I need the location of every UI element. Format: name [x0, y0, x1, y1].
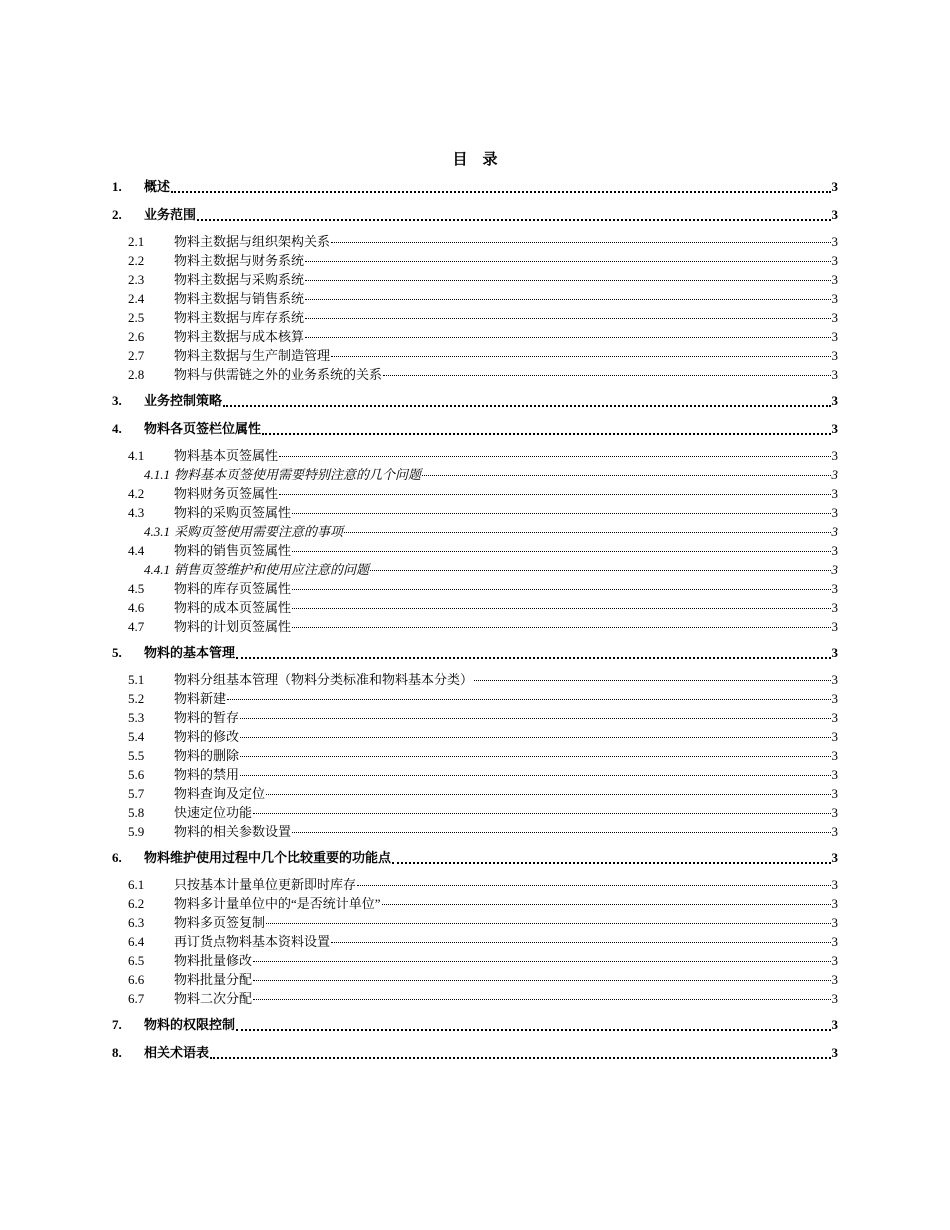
toc-entry-number: 5.8 — [128, 805, 145, 820]
toc-entry-title: 物料的采购页签属性 — [174, 505, 292, 520]
toc-entry-number: 5. — [112, 645, 122, 660]
toc-entry-number: 4.6 — [128, 600, 145, 615]
toc-entry-title: 物料的暂存 — [174, 710, 240, 725]
dot-leader — [171, 190, 830, 193]
toc-subsection-entry[interactable] — [112, 560, 838, 579]
toc-entry-page-number: 3 — [831, 524, 838, 539]
toc-entry-number: 6.5 — [128, 953, 145, 968]
toc-entry-title: 物料的基本管理 — [144, 645, 236, 660]
toc-entry-number: 1. — [112, 179, 122, 194]
toc-entry-page-number: 3 — [831, 329, 838, 344]
toc-subsection-entry[interactable] — [112, 746, 838, 765]
toc-entry-number: 5.1 — [128, 672, 145, 687]
dot-leader — [240, 736, 830, 738]
toc-entry-number: 2.2 — [128, 253, 145, 268]
toc-entry-page-number: 3 — [831, 672, 838, 687]
toc-subsection-entry[interactable] — [112, 970, 838, 989]
toc-entry-number: 6. — [112, 850, 122, 865]
toc-entry-title: 快速定位功能 — [174, 805, 253, 820]
toc-entry-title: 物料的库存页签属性 — [174, 581, 292, 596]
dot-leader — [253, 998, 830, 1000]
dot-leader — [292, 550, 830, 552]
dot-leader — [266, 922, 830, 924]
toc-subsection-entry[interactable] — [112, 251, 838, 270]
toc-subsection-entry[interactable] — [112, 932, 838, 951]
toc-entry-number: 2.4 — [128, 291, 145, 306]
toc-entry-number: 5.9 — [128, 824, 145, 839]
toc-subsection-entry[interactable] — [112, 875, 838, 894]
dot-leader — [305, 279, 830, 281]
dot-leader — [240, 717, 830, 719]
toc-entry-page-number: 3 — [831, 393, 838, 408]
toc-entry-page-number: 3 — [831, 850, 838, 865]
toc-subsection-entry[interactable] — [112, 617, 838, 636]
toc-entry-page-number: 3 — [831, 934, 838, 949]
toc-entry-title: 物料主数据与财务系统 — [174, 253, 305, 268]
toc-entry-page-number: 3 — [831, 710, 838, 725]
toc-entry-page-number: 3 — [831, 367, 838, 382]
toc-subsection-entry[interactable] — [112, 289, 838, 308]
toc-entry-title: 物料各页签栏位属性 — [144, 421, 262, 436]
toc-entry-page-number: 3 — [831, 505, 838, 520]
toc-section-entry[interactable] — [112, 1014, 838, 1042]
toc-entry-title: 物料的删除 — [174, 748, 240, 763]
toc-subsection-entry[interactable] — [112, 270, 838, 289]
dot-leader — [331, 941, 830, 943]
toc-entry-number: 4.4 — [128, 543, 145, 558]
toc-entry-number: 4.1 — [128, 448, 145, 463]
toc-entry-title: 物料分组基本管理（物料分类标准和物料基本分类） — [174, 672, 474, 687]
toc-entry-number: 5.7 — [128, 786, 145, 801]
toc-entry-page-number: 3 — [831, 991, 838, 1006]
toc-entry-page-number: 3 — [831, 748, 838, 763]
toc-entry-number: 4.3.1 — [144, 524, 170, 539]
toc-entry-page-number: 3 — [831, 824, 838, 839]
toc-entry-page-number: 3 — [831, 207, 838, 222]
toc-entry-title: 物料主数据与成本核算 — [174, 329, 305, 344]
toc-entry-title: 物料财务页签属性 — [174, 486, 279, 501]
dot-leader — [253, 812, 830, 814]
toc-entry-number: 5.5 — [128, 748, 145, 763]
toc-entry-page-number: 3 — [831, 179, 838, 194]
dot-leader — [305, 336, 830, 338]
toc-subsection-entry[interactable] — [112, 327, 838, 346]
dot-leader — [305, 317, 830, 319]
toc-subsection-entry[interactable] — [112, 822, 838, 841]
toc-entry-number: 4.7 — [128, 619, 145, 634]
toc-entry-number: 4.1.1 — [144, 467, 170, 482]
dot-leader — [266, 793, 830, 795]
dot-leader — [253, 960, 830, 962]
toc-entry-title: 物料主数据与销售系统 — [174, 291, 305, 306]
toc-entry-page-number: 3 — [831, 786, 838, 801]
toc-subsection-entry[interactable] — [112, 503, 838, 522]
toc-entry-page-number: 3 — [831, 421, 838, 436]
dot-leader — [240, 755, 830, 757]
toc-entry-title: 物料主数据与生产制造管理 — [174, 348, 331, 363]
toc-entry-title: 概述 — [144, 179, 171, 194]
toc-entry-page-number: 3 — [831, 729, 838, 744]
toc-entry-page-number: 3 — [831, 272, 838, 287]
toc-subsection-entry[interactable] — [112, 708, 838, 727]
toc-entry-title: 业务控制策略 — [144, 393, 223, 408]
toc-entry-number: 3. — [112, 393, 122, 408]
toc-entry-title: 物料基本页签使用需要特别注意的几个问题 — [174, 467, 422, 482]
toc-entry-page-number: 3 — [831, 600, 838, 615]
toc-entry-number: 6.2 — [128, 896, 145, 911]
dot-leader — [253, 979, 830, 981]
dot-leader — [474, 679, 830, 681]
toc-subsection-entry[interactable] — [112, 484, 838, 503]
toc-entry-number: 5.6 — [128, 767, 145, 782]
toc-entry-page-number: 3 — [831, 896, 838, 911]
toc-entry-number: 5.2 — [128, 691, 145, 706]
toc-entry-page-number: 3 — [831, 348, 838, 363]
toc-subsection-entry[interactable] — [112, 784, 838, 803]
toc-entry-page-number: 3 — [831, 253, 838, 268]
dot-leader — [197, 218, 830, 221]
toc-entry-title: 物料多页签复制 — [174, 915, 266, 930]
toc-entry-title: 物料批量修改 — [174, 953, 253, 968]
toc-entry-number: 7. — [112, 1017, 122, 1032]
toc-entry-title: 物料的修改 — [174, 729, 240, 744]
toc-entry-number: 2.3 — [128, 272, 145, 287]
toc-entry-page-number: 3 — [831, 877, 838, 892]
toc-entry-page-number: 3 — [831, 645, 838, 660]
toc-entry-page-number: 3 — [831, 543, 838, 558]
toc-entry-title: 物料的相关参数设置 — [174, 824, 292, 839]
toc-subsection-entry[interactable] — [112, 308, 838, 327]
dot-leader — [331, 241, 830, 243]
dot-leader — [210, 1056, 830, 1059]
toc-entry-number: 8. — [112, 1045, 122, 1060]
toc-entry-number: 2.5 — [128, 310, 145, 325]
toc-entry-title: 业务范围 — [144, 207, 197, 222]
toc-subsection-entry[interactable] — [112, 913, 838, 932]
toc-entry-title: 物料的禁用 — [174, 767, 240, 782]
toc-entry-number: 5.3 — [128, 710, 145, 725]
dot-leader — [236, 1028, 830, 1031]
toc-entry-number: 6.4 — [128, 934, 145, 949]
dot-leader — [240, 774, 830, 776]
toc-entry-page-number: 3 — [831, 291, 838, 306]
dot-leader — [382, 903, 831, 905]
dot-leader — [292, 588, 830, 590]
toc-entry-number: 4.4.1 — [144, 562, 170, 577]
toc-subsection-entry[interactable] — [112, 346, 838, 365]
toc-entry-number: 6.6 — [128, 972, 145, 987]
toc-entry-page-number: 3 — [831, 767, 838, 782]
toc-entry-page-number: 3 — [831, 562, 838, 577]
toc-entry-number: 4. — [112, 421, 122, 436]
toc-entry-number: 2.7 — [128, 348, 145, 363]
toc-entry-page-number: 3 — [831, 310, 838, 325]
toc-subsection-entry[interactable] — [112, 465, 838, 484]
toc-entry-title: 物料维护使用过程中几个比较重要的功能点 — [144, 850, 392, 865]
toc-section-entry[interactable] — [112, 847, 838, 875]
dot-leader — [227, 698, 830, 700]
toc-entry-page-number: 3 — [831, 581, 838, 596]
dot-leader — [292, 607, 830, 609]
dot-leader — [422, 474, 830, 476]
toc-entry-number: 2.8 — [128, 367, 145, 382]
toc-subsection-entry[interactable] — [112, 446, 838, 465]
toc-subsection-entry[interactable] — [112, 951, 838, 970]
toc-subsection-entry[interactable] — [112, 232, 838, 251]
dot-leader — [357, 884, 830, 886]
table-of-contents — [112, 176, 838, 1070]
toc-subsection-entry[interactable] — [112, 803, 838, 822]
toc-entry-title: 物料的销售页签属性 — [174, 543, 292, 558]
toc-entry-number: 4.2 — [128, 486, 145, 501]
toc-entry-title: 销售页签维护和使用应注意的问题 — [174, 562, 370, 577]
toc-entry-title: 物料主数据与采购系统 — [174, 272, 305, 287]
toc-section-entry[interactable] — [112, 390, 838, 418]
dot-leader — [370, 569, 830, 571]
toc-entry-title: 物料的计划页签属性 — [174, 619, 292, 634]
toc-entry-page-number: 3 — [831, 972, 838, 987]
toc-subsection-entry[interactable] — [112, 727, 838, 746]
toc-entry-number: 6.1 — [128, 877, 145, 892]
toc-subsection-entry[interactable] — [112, 670, 838, 689]
dot-leader — [292, 626, 830, 628]
toc-entry-number: 6.3 — [128, 915, 145, 930]
toc-entry-number: 2. — [112, 207, 122, 222]
toc-entry-title: 物料查询及定位 — [174, 786, 266, 801]
toc-entry-page-number: 3 — [831, 486, 838, 501]
dot-leader — [305, 298, 830, 300]
toc-entry-title: 采购页签使用需要注意的事项 — [174, 524, 344, 539]
dot-leader — [344, 531, 830, 533]
toc-title: 目 录 — [452, 152, 498, 168]
dot-leader — [279, 493, 830, 495]
dot-leader — [292, 831, 830, 833]
dot-leader — [383, 374, 830, 376]
dot-leader — [223, 404, 830, 407]
toc-entry-title: 物料二次分配 — [174, 991, 253, 1006]
dot-leader — [236, 656, 830, 659]
toc-subsection-entry[interactable] — [112, 598, 838, 617]
toc-entry-number: 5.4 — [128, 729, 145, 744]
toc-entry-number: 2.6 — [128, 329, 145, 344]
toc-entry-title: 再订货点物料基本资料设置 — [174, 934, 331, 949]
toc-entry-title: 只按基本计量单位更新即时库存 — [174, 877, 357, 892]
toc-section-entry[interactable] — [112, 176, 838, 204]
dot-leader — [262, 432, 830, 435]
toc-entry-title: 物料主数据与组织架构关系 — [174, 234, 331, 249]
toc-subsection-entry[interactable] — [112, 894, 838, 913]
toc-entry-number: 6.7 — [128, 991, 145, 1006]
dot-leader — [292, 512, 830, 514]
toc-entry-page-number: 3 — [831, 805, 838, 820]
toc-section-entry[interactable] — [112, 642, 838, 670]
toc-entry-number: 4.5 — [128, 581, 145, 596]
toc-entry-title: 物料与供需链之外的业务系统的关系 — [174, 367, 383, 382]
toc-subsection-entry[interactable] — [112, 522, 838, 541]
toc-entry-title: 物料新建 — [174, 691, 227, 706]
dot-leader — [305, 260, 830, 262]
toc-entry-page-number: 3 — [831, 234, 838, 249]
toc-section-entry[interactable] — [112, 204, 838, 232]
toc-entry-page-number: 3 — [831, 619, 838, 634]
toc-entry-page-number: 3 — [831, 1017, 838, 1032]
toc-entry-number: 4.3 — [128, 505, 145, 520]
toc-subsection-entry[interactable] — [112, 765, 838, 784]
toc-entry-number: 2.1 — [128, 234, 145, 249]
toc-subsection-entry[interactable] — [112, 689, 838, 708]
dot-leader — [392, 861, 830, 864]
toc-entry-title: 物料批量分配 — [174, 972, 253, 987]
toc-entry-page-number: 3 — [831, 467, 838, 482]
dot-leader — [279, 455, 830, 457]
dot-leader — [331, 355, 830, 357]
toc-entry-page-number: 3 — [831, 915, 838, 930]
toc-entry-title: 物料的成本页签属性 — [174, 600, 292, 615]
toc-entry-title: 物料的权限控制 — [144, 1017, 236, 1032]
toc-entry-page-number: 3 — [831, 448, 838, 463]
toc-entry-title: 物料多计量单位中的“是否统计单位” — [174, 896, 381, 911]
toc-entry-page-number: 3 — [831, 953, 838, 968]
toc-subsection-entry[interactable] — [112, 579, 838, 598]
toc-subsection-entry[interactable] — [112, 989, 838, 1008]
toc-entry-title: 物料基本页签属性 — [174, 448, 279, 463]
toc-entry-page-number: 3 — [831, 1045, 838, 1060]
toc-subsection-entry[interactable] — [112, 365, 838, 384]
toc-entry-title: 物料主数据与库存系统 — [174, 310, 305, 325]
toc-entry-page-number: 3 — [831, 691, 838, 706]
toc-section-entry[interactable] — [112, 418, 838, 446]
toc-entry-title: 相关术语表 — [144, 1045, 210, 1060]
toc-subsection-entry[interactable] — [112, 541, 838, 560]
toc-section-entry[interactable] — [112, 1042, 838, 1070]
